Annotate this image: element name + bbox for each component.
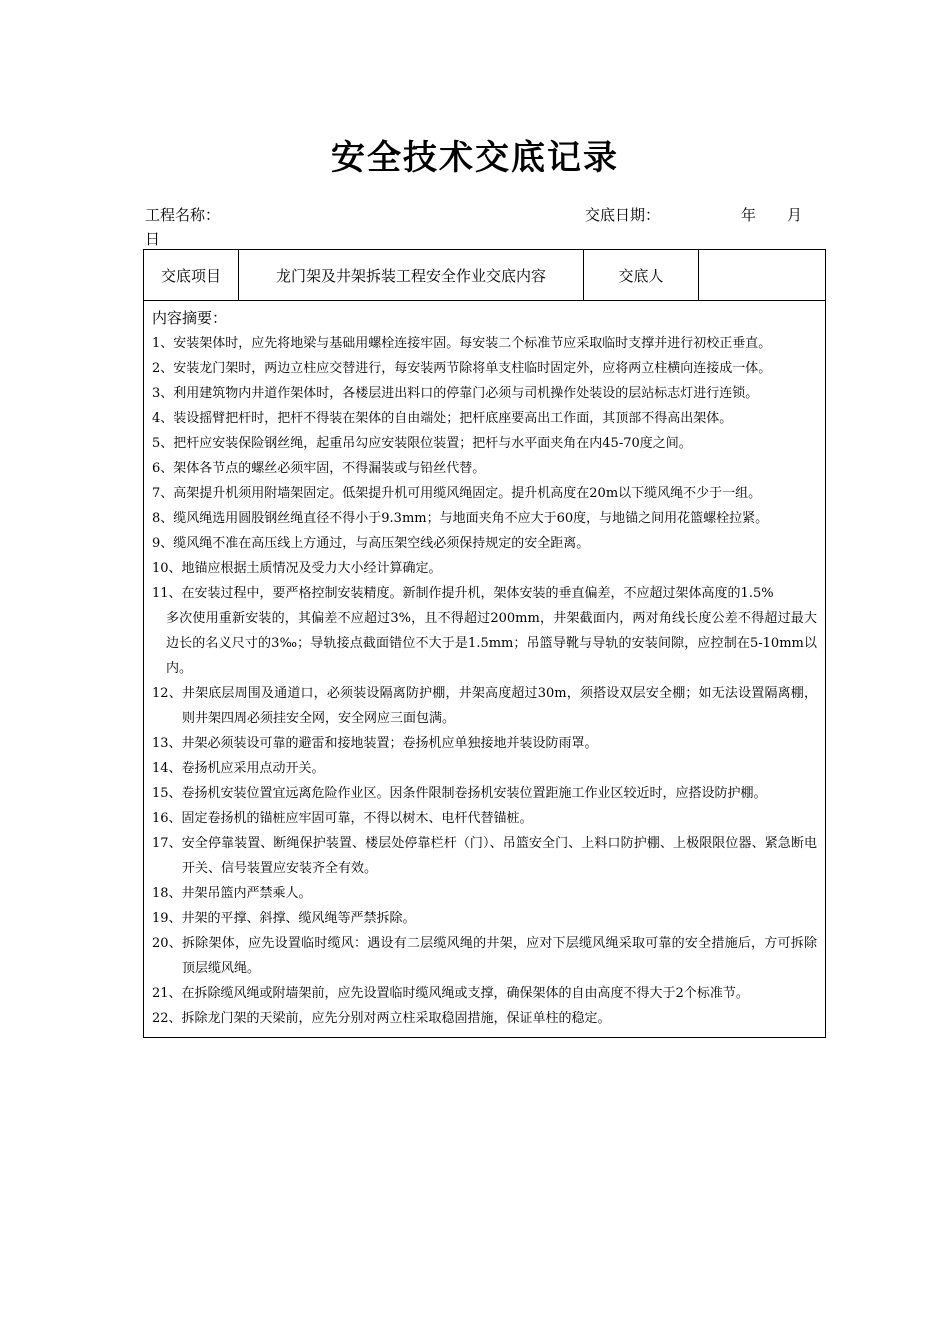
list-item: 20、拆除架体，应先设置临时缆风：遇设有二层缆风绳的井架，应对下层缆风绳采取可靠的安全措施后，方可拆除顶层缆风绳。 — [152, 936, 817, 976]
person-value-cell — [699, 250, 826, 301]
list-item: 3、利用建筑物内井道作架体时，各楼层进出料口的停靠门必须与司机操作处装设的层站标志灯进行连锁。 — [152, 386, 759, 401]
list-item: 10、地锚应根据土质情况及受力大小经计算确定。 — [152, 561, 442, 576]
list-item: 2、安装龙门架时，两边立柱应交替进行，每安装两节除将单支柱临时固定外，应将两立柱横向连接成一体。 — [152, 361, 772, 376]
item-label-cell: 交底项目 — [144, 250, 239, 301]
day-label: 日 — [145, 230, 161, 248]
list-item: 14、卷扬机应采用点动开关。 — [152, 761, 325, 776]
list-item: 11、在安装过程中，要严格控制安装精度。新制作提升机，架体安装的垂直偏差，不应超过架体高度的1.5% — [152, 586, 774, 601]
month-label: 月 — [787, 206, 803, 224]
list-item: 15、卷扬机安装位置宜远离危险作业区。因条件限制卷扬机安装位置距施工作业区较近时，应搭设防护棚。 — [152, 786, 767, 801]
list-item: 12、井架底层周围及通道口，必须装设隔离防护棚，井架高度超过30m，须搭设双层安全棚；如无法设置隔离棚，则井架四周必须挂安全网，安全网应三面包满。 — [152, 686, 817, 726]
list-item: 9、缆风绳不准在高压线上方通过，与高压架空线必须保持规定的安全距离。 — [152, 536, 590, 551]
person-label-cell: 交底人 — [584, 250, 699, 301]
meta-row — [145, 204, 825, 226]
project-name-label: 工程名称： — [145, 206, 221, 224]
item-value-cell: 龙门架及井架拆装工程安全作业交底内容 — [239, 250, 584, 301]
list-item: 16、固定卷扬机的锚桩应牢固可靠，不得以树木、电杆代替锚桩。 — [152, 811, 533, 826]
content-row — [144, 301, 826, 1038]
briefing-table — [143, 249, 826, 1038]
list-item: 8、缆风绳选用圆股钢丝绳直径不得小于9.3mm；与地面夹角不应大于60度，与地锚之间用花篮螺栓拉紧。 — [152, 511, 769, 526]
list-item: 1、安装架体时，应先将地梁与基础用螺栓连接牢固。每安装二个标准节应采取临时支撑并进行初校正垂直。 — [152, 336, 772, 351]
list-item: 7、高架提升机须用附墙架固定。低架提升机可用缆风绳固定。提升机高度在20m以下缆风绳不少于一组。 — [152, 486, 762, 501]
list-item: 22、拆除龙门架的天梁前，应先分别对两立柱采取稳固措施，保证单柱的稳定。 — [152, 1011, 611, 1026]
list-item: 6、架体各节点的螺丝必须牢固，不得漏装或与铅丝代替。 — [152, 461, 486, 476]
header-row — [144, 250, 826, 301]
list-item-continuation: 多次使用重新安装的，其偏差不应超过3%，且不得超过200mm，井架截面内，两对角线长度公差不得超过最大边长的名义尺寸的3‰；导轨接点截面错位不大于是1.5mm；吊篮导靴与导轨的安装间隙，应控制在5-10mm以内。 — [166, 611, 817, 676]
list-item: 13、井架必须装设可靠的避雷和接地装置；卷扬机应单独接地并装设防雨罩。 — [152, 736, 598, 751]
summary-label: 内容摘要： — [152, 309, 228, 327]
list-item: 4、装设摇臂把杆时，把杆不得装在架体的自由端处；把杆底座要高出工作面，其顶部不得高出架体。 — [152, 411, 733, 426]
list-item: 5、把杆应安装保险钢丝绳，起重吊勾应安装限位装置；把杆与水平面夹角在内45-70度之间。 — [152, 436, 692, 451]
content-cell — [144, 301, 826, 1038]
date-label: 交底日期： — [585, 206, 661, 224]
list-item: 17、安全停靠装置、断绳保护装置、楼层处停靠栏杆（门）、吊篮安全门、上料口防护棚、上极限限位器、紧急断电开关、信号装置应安装齐全有效。 — [152, 836, 817, 876]
list-item: 18、井架吊篮内严禁乘人。 — [152, 886, 312, 901]
list-item: 21、在拆除缆风绳或附墙架前，应先设置临时缆风绳或支撑，确保架体的自由高度不得大于2个标准节。 — [152, 986, 749, 1001]
document-title: 安全技术交底记录 — [331, 138, 619, 178]
list-item: 19、井架的平撑、斜撑、缆风绳等严禁拆除。 — [152, 911, 416, 926]
year-label: 年 — [741, 206, 757, 224]
